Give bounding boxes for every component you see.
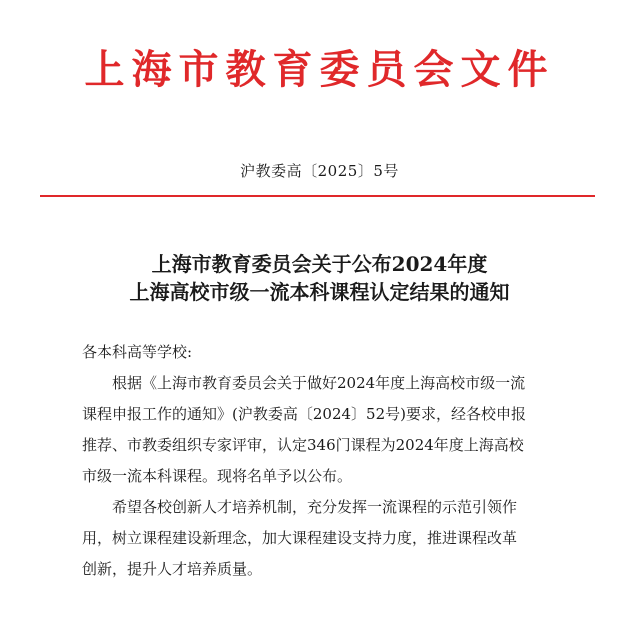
document-header-title: 上海市教育委员会文件	[84, 46, 555, 93]
document-number: 沪教委高〔2025〕5号	[240, 162, 399, 180]
paragraph-2	[82, 492, 582, 585]
paragraph-1	[82, 368, 582, 492]
paragraph-2-line-1: 希望各校创新人才培养机制，充分发挥一流课程的示范引领作	[112, 498, 518, 516]
red-separator-line	[40, 195, 595, 197]
paragraph-1-line-4: 市级一流本科课程。现将名单予以公布。	[82, 467, 353, 485]
paragraph-1-line-3: 推荐、市教委组织专家评审，认定346门课程为2024年度上海高校	[82, 436, 524, 454]
notice-title-line-2: 上海高校市级一流本科课程认定结果的通知	[129, 280, 510, 304]
salutation: 各本科高等学校:	[82, 343, 193, 361]
paragraph-1-line-1: 根据《上海市教育委员会关于做好2024年度上海高校市级一流	[112, 374, 526, 392]
paragraph-2-line-3: 创新，提升人才培养质量。	[82, 560, 263, 578]
paragraph-2-line-2: 用，树立课程建设新理念，加大课程建设支持力度，推进课程改革	[82, 529, 518, 547]
paragraph-1-line-2: 课程申报工作的通知》(沪教委高〔2024〕52号)要求，经各校申报	[82, 405, 526, 423]
notice-title	[0, 250, 639, 306]
notice-title-line-1: 上海市教育委员会关于公布2024年度	[151, 252, 488, 276]
